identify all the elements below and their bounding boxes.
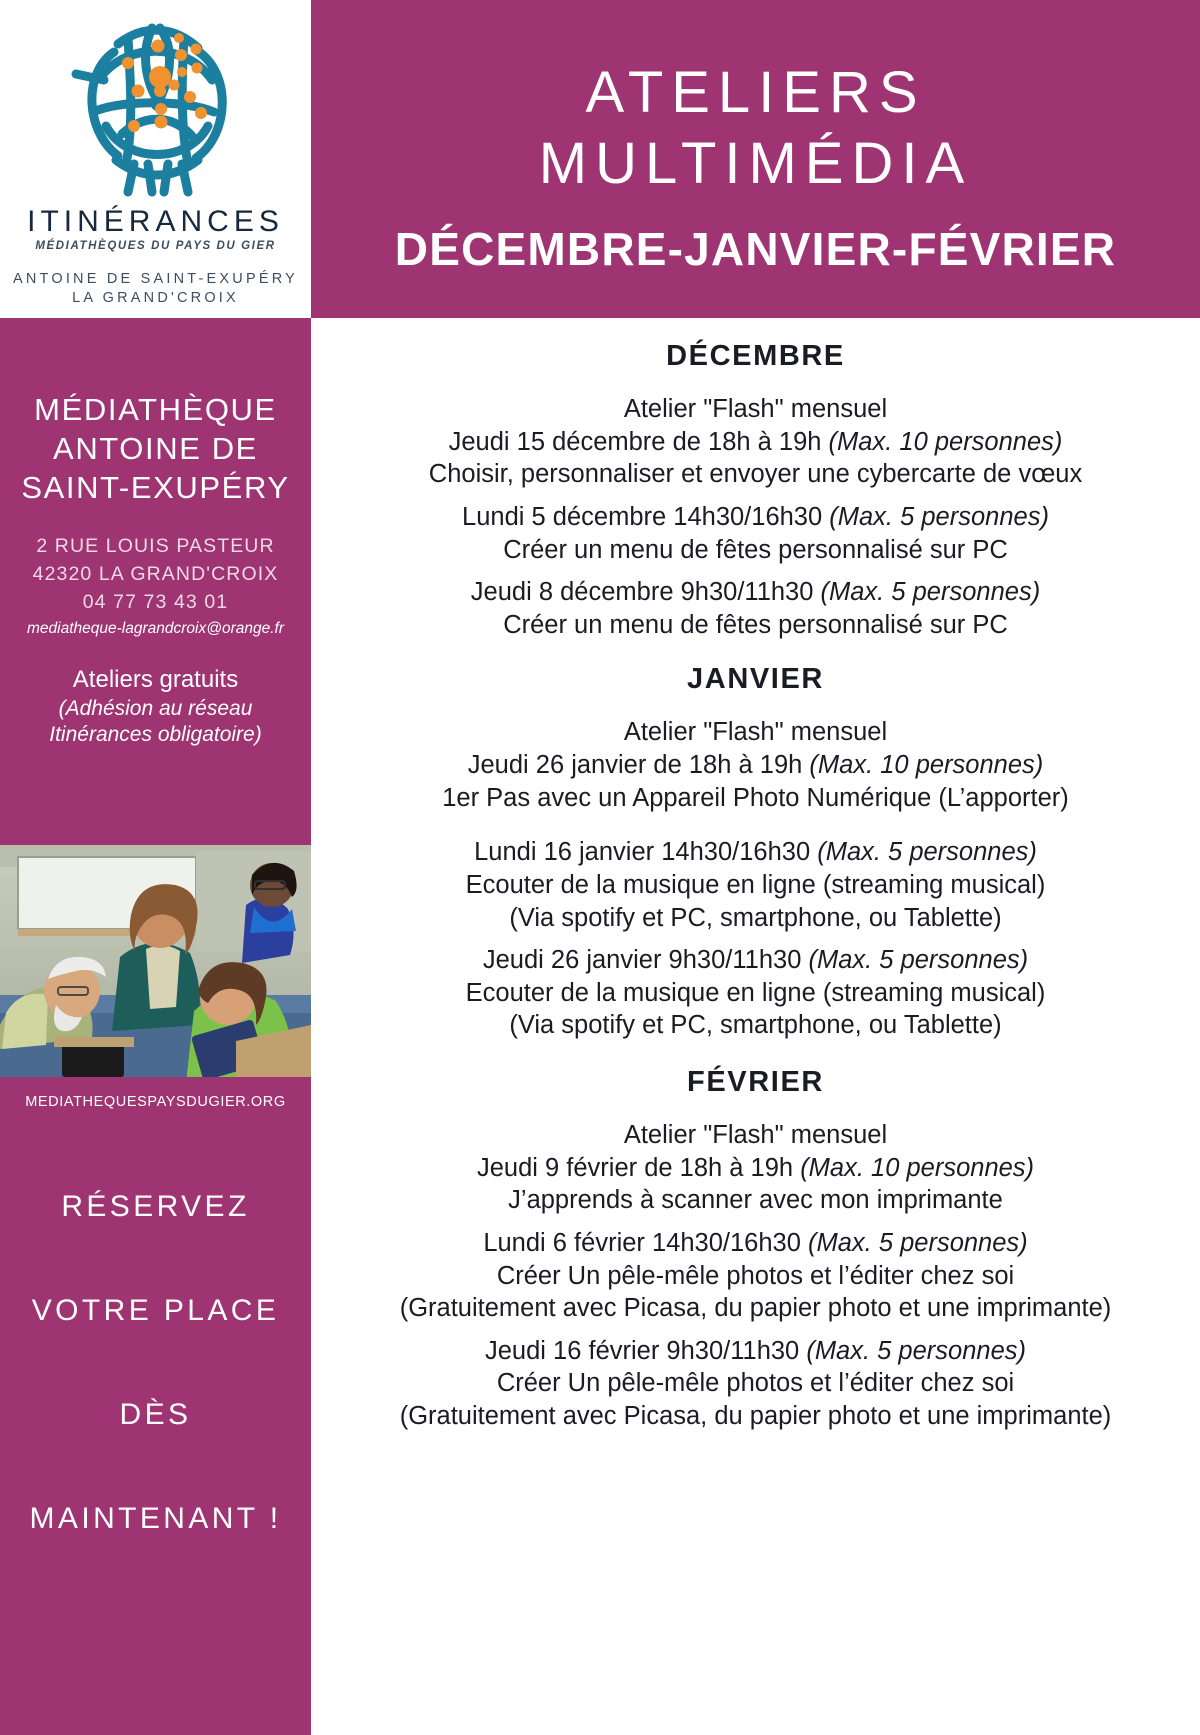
schedule-content [311, 318, 1200, 1735]
spacer [311, 814, 1200, 836]
session-date: Jeudi 26 janvier 9h30/11h30 [482, 946, 809, 975]
sidebar-title-line1: MÉDIATHÈQUE [34, 392, 277, 427]
logo-wordmark: ITINÉRANCES [27, 205, 284, 238]
session-date: Lundi 6 février 14h30/16h30 [483, 1228, 808, 1257]
page-title [311, 0, 1200, 200]
spacer [311, 694, 1200, 716]
session-description: (Via spotify et PC, smartphone, ou Tablette) [509, 903, 1002, 932]
session-datetime [311, 1152, 1200, 1185]
membership-note-line1: (Adhésion au réseau [58, 696, 253, 720]
spacer [311, 491, 1200, 501]
session-datetime [311, 836, 1200, 869]
session-date: Lundi 5 décembre 14h30/16h30 [462, 502, 830, 531]
session-date: Lundi 16 janvier 14h30/16h30 [474, 838, 818, 867]
session-description: Créer un menu de fêtes personnalisé sur PC [503, 535, 1008, 564]
left-column [0, 0, 311, 1735]
reserve-cta [0, 1192, 311, 1534]
session-datetime [311, 1335, 1200, 1368]
address-city: 42320 LA GRAND'CROIX [32, 562, 279, 585]
poster-header [311, 0, 1200, 318]
session-description: (Gratuitement avec Picasa, du papier photo et une imprimante) [399, 1294, 1112, 1323]
session-datetime [311, 944, 1200, 977]
session-description: J’apprends à scanner avec mon imprimante [508, 1186, 1003, 1215]
session-datetime [311, 1227, 1200, 1260]
session-date: Jeudi 8 décembre 9h30/11h30 [470, 578, 821, 607]
workshop-photo [0, 845, 311, 1077]
membership-note [0, 696, 311, 748]
sidebar-title [0, 390, 311, 507]
months-container [311, 318, 1200, 1433]
session-capacity: (Max. 5 personnes) [820, 578, 1041, 607]
session-description: (Gratuitement avec Picasa, du papier photo et une imprimante) [399, 1402, 1112, 1430]
session-description: Ecouter de la musique en ligne (streaming musical) [465, 870, 1046, 899]
session-description: Créer Un pêle-mêle photos et l’éditer chez soi [496, 1369, 1015, 1398]
logo-place-line1: ANTOINE DE SAINT-EXUPÉRY [13, 270, 298, 287]
page-title-line1: ATELIERS [585, 60, 926, 125]
session-datetime [311, 426, 1200, 459]
session-description: Ecouter de la musique en ligne (streaming musical) [465, 978, 1046, 1007]
cta-line1: RÉSERVEZ [61, 1190, 250, 1223]
session-datetime [311, 749, 1200, 782]
session-capacity: (Max. 5 personnes) [808, 946, 1029, 975]
itinerances-logo-icon [56, 14, 256, 204]
cta-line2: VOTRE PLACE [31, 1294, 280, 1327]
month-heading: DÉCEMBRE [666, 340, 845, 372]
session-capacity: (Max. 5 personnes) [829, 502, 1049, 531]
month-intro: Atelier "Flash" mensuel [623, 718, 888, 747]
session-description: Créer Un pêle-mêle photos et l’éditer chez soi [496, 1261, 1015, 1290]
sidebar-title-line2: ANTOINE DE [53, 431, 258, 467]
session-date: Jeudi 16 février 9h30/11h30 [484, 1336, 807, 1365]
session-description: Créer un menu de fêtes personnalisé sur PC [503, 610, 1008, 639]
sidebar-cta-panel [0, 1077, 311, 1735]
logo-block [0, 0, 311, 318]
session-datetime [311, 576, 1200, 609]
logo-place-line2: LA GRAND'CROIX [72, 290, 239, 307]
logo-tagline: MÉDIATHÈQUES DU PAYS DU GIER [35, 240, 276, 252]
page-title-line2: MULTIMÉDIA [538, 130, 973, 196]
month-block [311, 318, 1200, 641]
session-capacity: (Max. 10 personnes) [828, 427, 1063, 456]
free-workshops-label: Ateliers gratuits [72, 666, 239, 694]
membership-note-line2: Itinérances obligatoire) [49, 722, 262, 746]
phone-number: 04 77 73 43 01 [82, 590, 229, 613]
session-date: Jeudi 15 décembre de 18h à 19h [448, 427, 829, 456]
session-date: Jeudi 9 février de 18h à 19h [476, 1153, 801, 1182]
spacer [311, 934, 1200, 944]
month-block [311, 1042, 1200, 1433]
cta-line4: MAINTENANT ! [29, 1502, 282, 1535]
spacer [311, 1097, 1200, 1119]
month-heading: FÉVRIER [687, 1066, 824, 1098]
email-address[interactable]: mediatheque-lagrandcroix@orange.fr [27, 620, 284, 638]
month-intro: Atelier "Flash" mensuel [623, 395, 888, 423]
sidebar-address [0, 533, 311, 616]
page-subtitle: DÉCEMBRE-JANVIER-FÉVRIER [394, 222, 1117, 275]
month-block [311, 641, 1200, 1042]
sidebar-title-line3: SAINT-EXUPÉRY [21, 470, 290, 506]
session-capacity: (Max. 10 personnes) [809, 751, 1044, 779]
session-description: Choisir, personnaliser et envoyer une cybercarte de vœux [428, 460, 1083, 489]
session-datetime [311, 501, 1200, 534]
spacer [311, 1325, 1200, 1335]
month-heading: JANVIER [687, 663, 824, 696]
session-capacity: (Max. 10 personnes) [800, 1153, 1035, 1182]
session-capacity: (Max. 5 personnes) [806, 1336, 1027, 1365]
sidebar-info-panel [0, 318, 311, 845]
spacer [311, 566, 1200, 576]
session-capacity: (Max. 5 personnes) [817, 838, 1037, 867]
address-street: 2 RUE LOUIS PASTEUR [36, 535, 275, 558]
session-description: (Via spotify et PC, smartphone, ou Tablette) [509, 1011, 1002, 1040]
spacer [311, 371, 1200, 393]
month-intro: Atelier "Flash" mensuel [623, 1121, 888, 1149]
session-description: 1er Pas avec un Appareil Photo Numérique (L’apporter) [442, 783, 1069, 812]
session-date: Jeudi 26 janvier de 18h à 19h [467, 751, 810, 779]
website-url[interactable]: MEDIATHEQUESPAYSDUGIER.ORG [25, 1094, 286, 1110]
spacer [311, 1217, 1200, 1227]
cta-line3: DÈS [119, 1398, 192, 1431]
session-capacity: (Max. 5 personnes) [807, 1228, 1028, 1257]
